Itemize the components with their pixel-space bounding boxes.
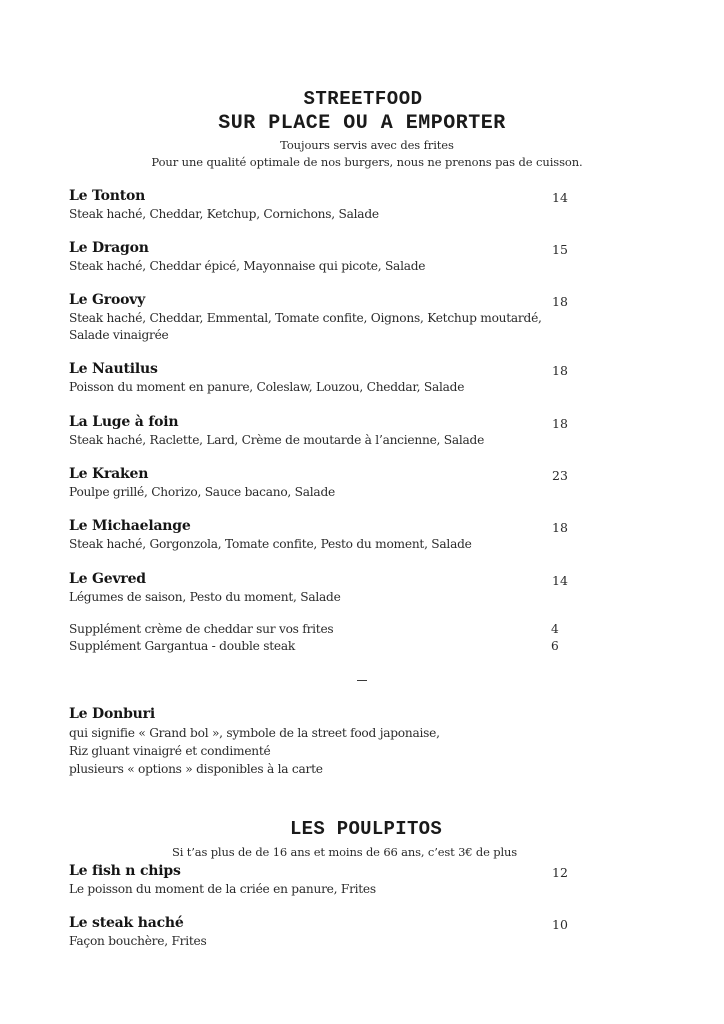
item-name: La Luge à foin (69, 414, 179, 430)
item-description: Le poisson du moment de la criée en panure, Frites (69, 882, 376, 896)
item-price: 14 (552, 573, 568, 588)
item-price: 15 (552, 242, 568, 257)
supplement-label: Supplément Gargantua - double steak (69, 639, 295, 653)
item-name: Le Dragon (69, 240, 149, 256)
donburi-line-2: Riz gluant vinaigré et condimenté (69, 744, 271, 758)
section-divider (357, 680, 367, 681)
section-title-sur-place: SUR PLACE OU A EMPORTER (218, 112, 506, 135)
subtitle-frites: Toujours servis avec des frites (280, 138, 454, 152)
menu-item-le-tonton (69, 186, 639, 223)
item-price: 18 (552, 520, 568, 535)
menu-item-le-groovy (69, 290, 639, 344)
subtitle-cuisson: Pour une qualité optimale de nos burgers, nous ne prenons pas de cuisson. (151, 155, 583, 169)
item-price: 18 (552, 294, 568, 309)
menu-item-steak-hache (69, 913, 639, 950)
item-description: Poisson du moment en panure, Coleslaw, Louzou, Cheddar, Salade (69, 380, 465, 394)
menu-item-le-nautilus (69, 359, 639, 396)
item-description: Façon bouchère, Frites (69, 934, 207, 948)
item-description: Légumes de saison, Pesto du moment, Salade (69, 590, 341, 604)
item-description: Poulpe grillé, Chorizo, Sauce bacano, Salade (69, 485, 335, 499)
donburi-line-1: qui signifie « Grand bol », symbole de la street food japonaise, (69, 726, 440, 740)
supplement-price: 4 (551, 622, 559, 636)
item-description: Steak haché, Gorgonzola, Tomate confite, Pesto du moment, Salade (69, 537, 472, 551)
item-price: 12 (552, 865, 568, 880)
supplement-label: Supplément crème de cheddar sur vos frites (69, 622, 334, 636)
menu-item-le-kraken (69, 464, 639, 501)
item-name: Le fish n chips (69, 863, 181, 879)
supplement-price: 6 (551, 639, 559, 653)
item-price: 18 (552, 416, 568, 431)
item-name: Le Michaelange (69, 518, 191, 534)
supplement-gargantua (69, 638, 569, 655)
section-title-poulpitos: LES POULPITOS (289, 818, 443, 840)
menu-item-le-michaelange (69, 516, 639, 553)
item-price: 23 (552, 468, 568, 483)
menu-item-le-gevred (69, 569, 639, 606)
item-name: Le Groovy (69, 292, 146, 308)
item-name: Le Donburi (69, 706, 155, 722)
item-description-line2: Salade vinaigrée (69, 328, 169, 342)
item-name: Le steak haché (69, 915, 184, 931)
supplement-cheddar (69, 621, 569, 638)
menu-item-la-luge-a-foin (69, 412, 639, 449)
item-name: Le Nautilus (69, 361, 158, 377)
item-price: 10 (552, 917, 568, 932)
item-price: 18 (552, 363, 568, 378)
menu-item-fish-n-chips (69, 861, 639, 898)
item-price: 14 (552, 190, 568, 205)
item-description: Steak haché, Raclette, Lard, Crème de moutarde à l’ancienne, Salade (69, 433, 485, 447)
poulpitos-subtitle: Si t’as plus de de 16 ans et moins de 66 ans, c’est 3€ de plus (172, 845, 518, 859)
section-title-streetfood: STREETFOOD (303, 88, 423, 110)
menu-item-le-dragon (69, 238, 639, 275)
donburi-line-3: plusieurs « options » disponibles à la carte (69, 762, 323, 776)
item-description: Steak haché, Cheddar épicé, Mayonnaise qui picote, Salade (69, 259, 426, 273)
item-name: Le Kraken (69, 466, 149, 482)
item-description: Steak haché, Cheddar, Ketchup, Cornichons, Salade (69, 207, 379, 221)
menu-item-le-donburi (69, 704, 629, 778)
item-description: Steak haché, Cheddar, Emmental, Tomate confite, Oignons, Ketchup moutardé, (69, 311, 542, 325)
item-name: Le Gevred (69, 571, 146, 587)
item-name: Le Tonton (69, 188, 146, 204)
